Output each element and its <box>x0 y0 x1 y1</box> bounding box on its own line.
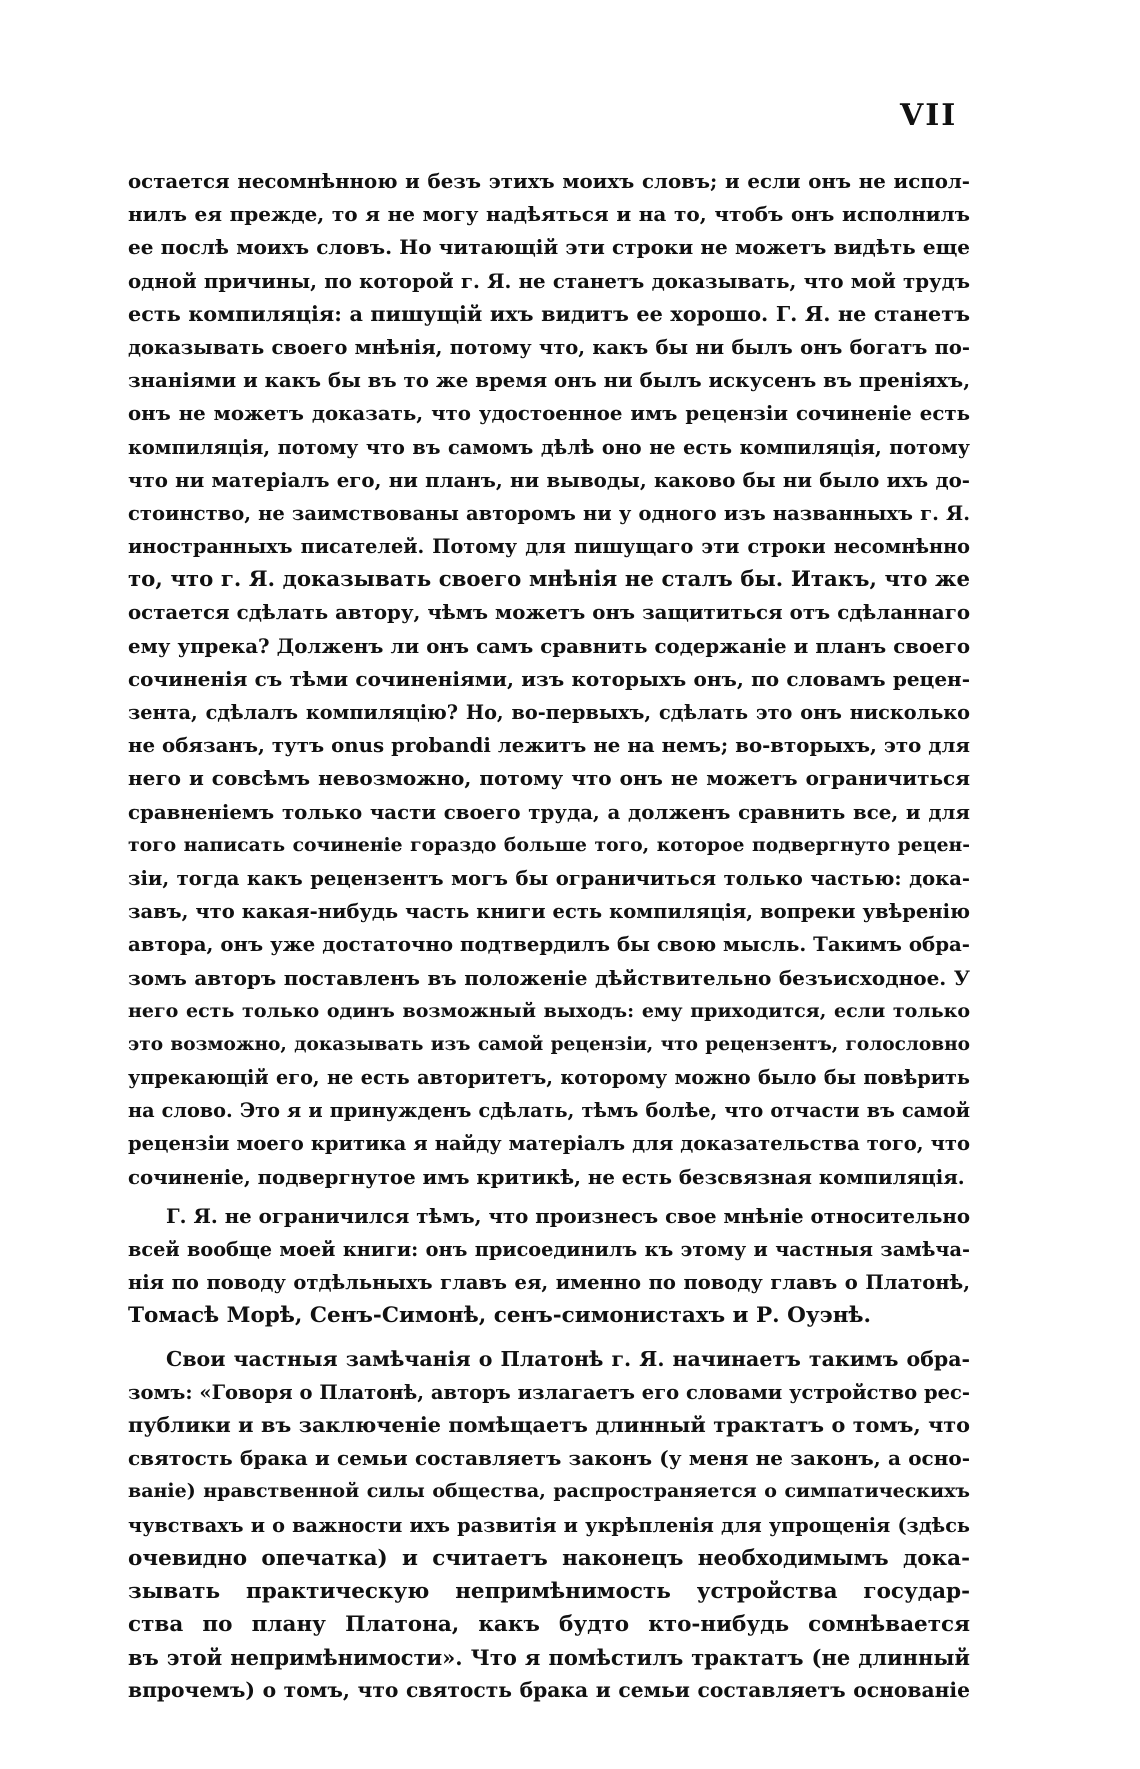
text-line: рецензіи моего критика я найду матеріалъ для доказательства того, что <box>128 1132 970 1156</box>
text-line: всей вообще моей книги: онъ присоединилъ къ этому и частныя замѣча- <box>128 1238 970 1261</box>
text-line: ее послѣ моихъ словъ. Но читающій эти строки не можетъ видѣть еще <box>128 235 970 260</box>
text-line: на слово. Это я и принужденъ сдѣлать, тѣмъ болѣе, что отчасти въ самой <box>128 1099 970 1123</box>
text-line: публики и въ заключеніе помѣщаетъ длинный трактатъ о томъ, что <box>128 1412 970 1437</box>
text-line: это возможно, доказывать изъ самой рецензіи, что рецензентъ, голословно <box>128 1033 970 1055</box>
text-line: ства по плану Платона, какъ будто кто-нибудь сомнѣвается <box>128 1612 970 1638</box>
text-line: остается несомнѣнною и безъ этихъ моихъ словъ; и если онъ не испол- <box>128 169 970 193</box>
text-line: зіи, тогда какъ рецензентъ могъ бы ограничиться только частью: дока- <box>128 866 970 890</box>
page-number: VII <box>900 98 958 133</box>
text-line: зомъ: «Говоря о Платонѣ, авторъ излагаетъ его словами устройство рес- <box>128 1380 970 1404</box>
text-line: него есть только одинъ возможный выходъ: ему приходится, если только <box>128 999 970 1022</box>
paragraph-2 <box>128 1200 970 1333</box>
text-line: того написать сочиненіе гораздо больше того, которое подвергнуто рецен- <box>128 833 970 856</box>
text-line: упрекающій его, не есть авторитетъ, которому можно было бы повѣрить <box>128 1066 970 1090</box>
text-line: зента, сдѣлалъ компиляцію? Но, во-первыхъ, сдѣлать это онъ нисколько <box>128 701 970 724</box>
text-line: не обязанъ, тутъ onus probandi лежитъ не на немъ; во-вторыхъ, это для <box>128 733 970 758</box>
text-line: то, что г. Я. доказывать своего мнѣнія не сталъ бы. Итакъ, что же <box>128 567 970 593</box>
text-line: сочиненіе, подвергнутое имъ критикѣ, не есть безсвязная компиляція. <box>128 1164 965 1189</box>
body-text <box>128 165 970 1708</box>
text-line: сочиненія съ тѣми сочиненіями, изъ которыхъ онъ, по словамъ рецен- <box>128 666 970 691</box>
text-line: есть компиляція: а пишущій ихъ видитъ ее хорошо. Г. Я. не станетъ <box>128 301 970 326</box>
text-line: компиляція, потому что въ самомъ дѣлѣ оно не есть компиляція, потому <box>128 435 970 459</box>
text-line: ему упрека? Долженъ ли онъ самъ сравнить содержаніе и планъ своего <box>128 633 970 658</box>
text-line: въ этой непримѣнимости». Что я помѣстилъ трактатъ (не длинный <box>128 1645 970 1671</box>
text-line: остается сдѣлать автору, чѣмъ можетъ онъ защититься отъ сдѣланнаго <box>128 600 970 625</box>
text-line: очевидно опечатка) и считаетъ наконецъ необходимымъ дока- <box>128 1545 970 1571</box>
text-line: что ни матеріалъ его, ни планъ, ни выводы, каково бы ни было ихъ до- <box>128 467 970 492</box>
text-line: онъ не можетъ доказать, что удостоенное имъ рецензіи сочиненіе есть <box>128 401 970 426</box>
paragraph-3 <box>128 1343 970 1708</box>
text-line: зывать практическую непримѣнимость устройства государ- <box>128 1578 970 1604</box>
text-line: одной причины, по которой г. Я. не станетъ доказывать, что мой трудъ <box>128 268 970 293</box>
text-line: впрочемъ) о томъ, что святость брака и семьи составляетъ основаніе <box>128 1678 970 1703</box>
text-line: автора, онъ уже достаточно подтвердилъ бы свою мысль. Такимъ обра- <box>128 932 970 957</box>
text-line: чувствахъ и о важности ихъ развитія и укрѣпленія для упрощенія (здѣсь <box>128 1513 970 1537</box>
text-line: знаніями и какъ бы въ то же время онъ ни былъ искусенъ въ преніяхъ, <box>128 368 970 393</box>
paragraph-gap <box>128 1333 970 1343</box>
paragraph-1 <box>128 165 970 1194</box>
text-line: доказывать своего мнѣнія, потому что, какъ бы ни былъ онъ богатъ по- <box>128 335 970 359</box>
text-line: Свои частныя замѣчанія о Платонѣ г. Я. начинаетъ такимъ обра- <box>166 1346 970 1371</box>
text-line: Томасѣ Морѣ, Сенъ-Симонѣ, сенъ-симонистахъ и Р. Оуэнѣ. <box>128 1303 872 1329</box>
text-line: иностранныхъ писателей. Потому для пишущаго эти строки несомнѣнно <box>128 535 970 559</box>
text-line: завъ, что какая-нибудь часть книги есть компиляція, вопреки увѣренію <box>128 900 970 924</box>
text-line: него и совсѣмъ невозможно, потому что онъ не можетъ ограничиться <box>128 766 970 791</box>
text-line: стоинство, не заимствованы авторомъ ни у одного изъ названныхъ г. Я. <box>128 501 970 525</box>
text-line: святость брака и семьи составляетъ законъ (у меня не законъ, а осно- <box>128 1446 970 1471</box>
text-line: нилъ ея прежде, то я не могу надѣяться и на то, чтобъ онъ исполнилъ <box>128 202 970 227</box>
text-line: сравненіемъ только части своего труда, а долженъ сравнить все, и для <box>128 799 970 824</box>
text-line: ваніе) нравственной силы общества, распространяется о симпатическихъ <box>128 1480 970 1503</box>
text-line: зомъ авторъ поставленъ въ положеніе дѣйствительно безъисходное. У <box>128 965 970 990</box>
text-line: нія по поводу отдѣльныхъ главъ ея, именно по поводу главъ о Платонѣ, <box>128 1271 970 1295</box>
text-line: Г. Я. не ограничился тѣмъ, что произнесъ свое мнѣніе относительно <box>166 1203 970 1228</box>
